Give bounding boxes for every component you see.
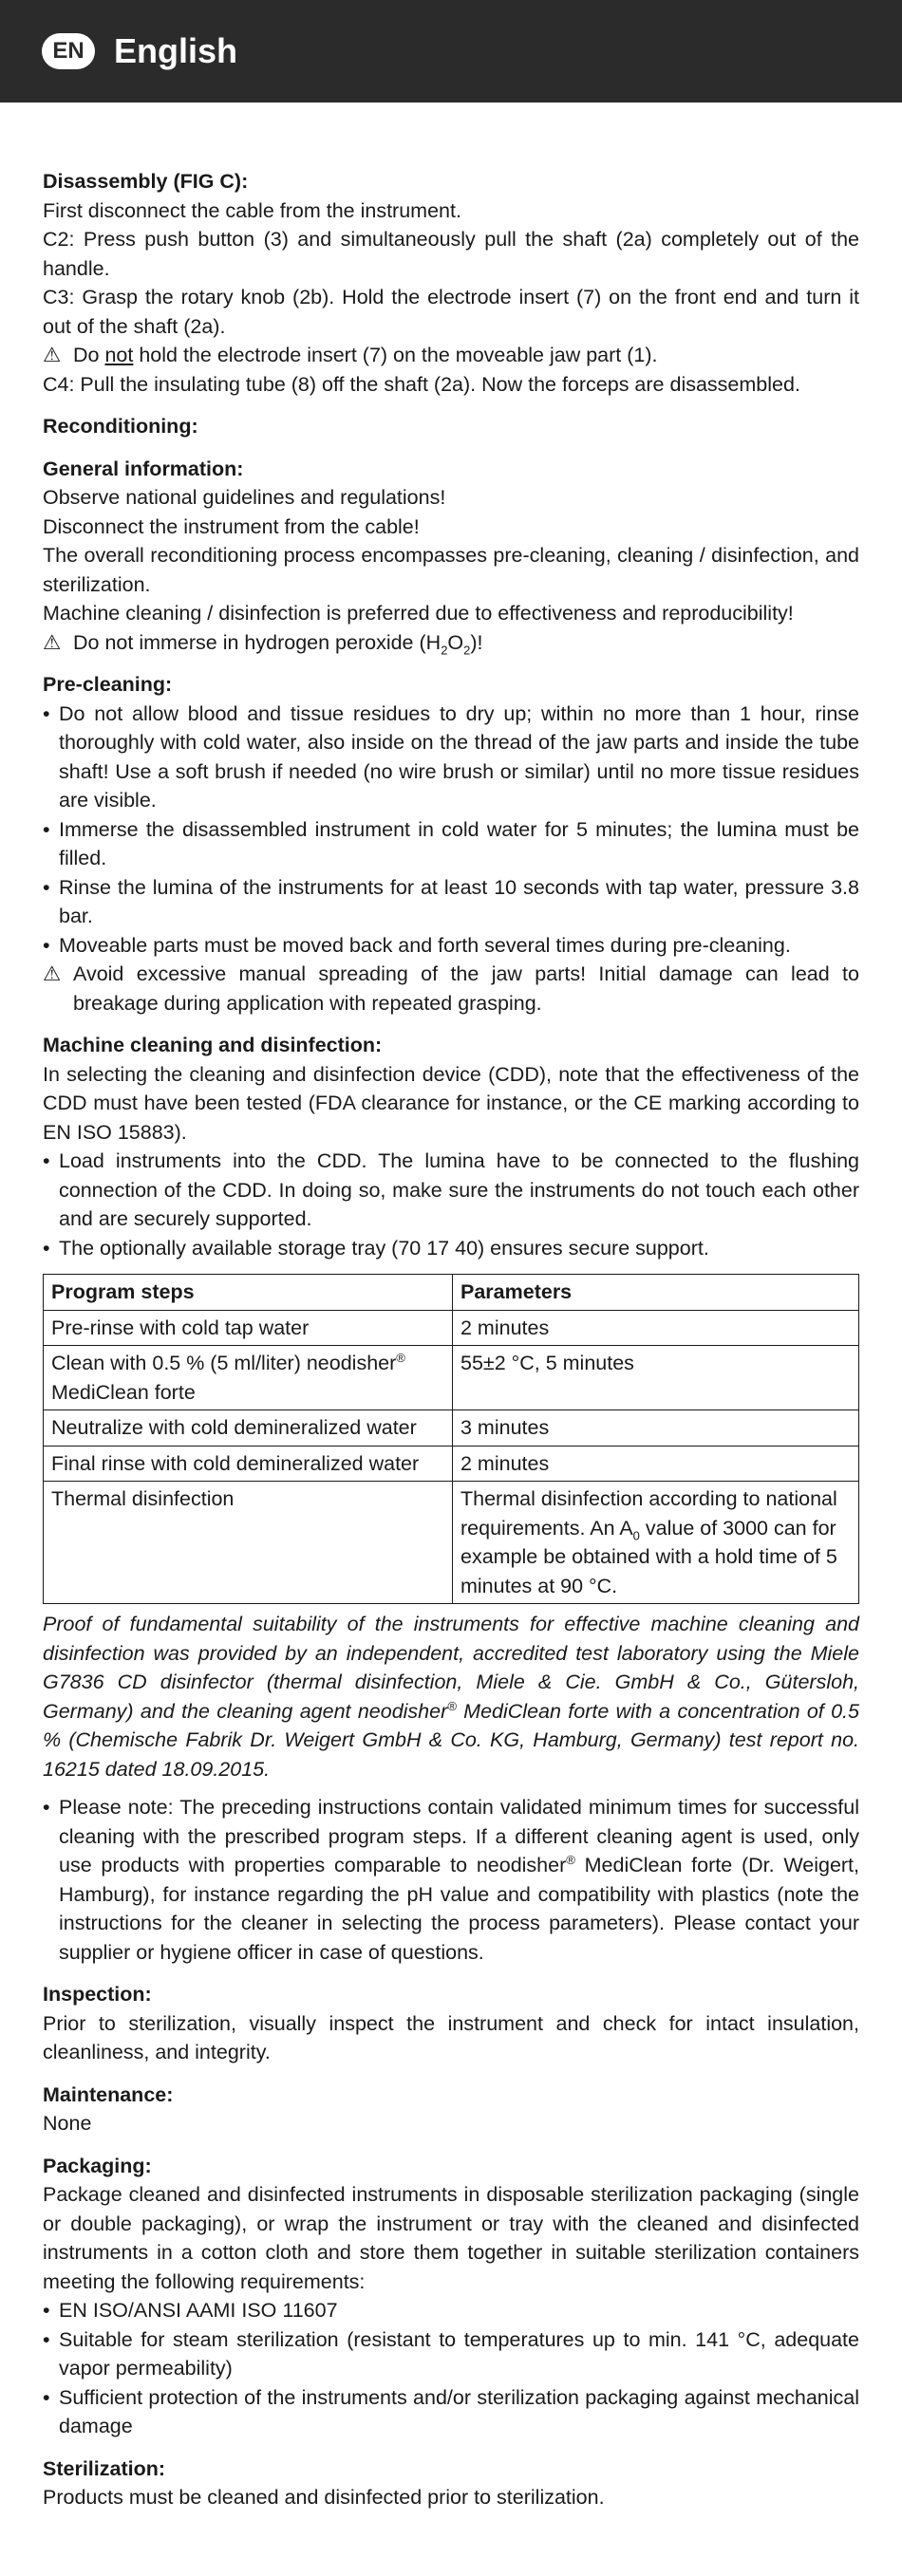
- heading-reconditioning: Reconditioning:: [43, 415, 198, 438]
- list-item: • Sufficient protection of the instruments and/or sterilization packaging against mechanical damage: [43, 2383, 859, 2441]
- program-table: [43, 1274, 859, 1604]
- list-item: • Immerse the disassembled instrument in cold water for 5 minutes; the lumina must be filled.: [43, 815, 859, 873]
- heading-maintenance: Maintenance:: [43, 2082, 174, 2106]
- machine-list: [43, 1147, 859, 1262]
- proof-statement: Proof of fundamental suitability of the instruments for effective machine cleaning and disinfection was provided by an independent, accredited test laboratory using the Miele G7836 CD disinfector (thermal disinfection, Miele & Cie. GmbH & Co., Gütersloh, Germany) and the cleaning agent neodisher® MediClean forte with a concentration of 0.5 % (Chemische Fabrik Dr. Weigert GmbH & Co. KG, Hamburg, Germany) test report no. 16215 dated 18.09.2015.: [43, 1613, 859, 1781]
- warning-note: ⚠ Do not hold the electrode insert (7) on the moveable jaw part (1).: [43, 341, 859, 370]
- heading-precleaning: Pre-cleaning:: [43, 673, 173, 696]
- text-line: First disconnect the cable from the instrument.: [43, 198, 461, 222]
- table-cell: Clean with 0.5 % (5 ml/liter) neodisher® MediClean forte: [44, 1346, 453, 1410]
- text-line: C3: Grasp the rotary knob (2b). Hold the electrode insert (7) on the front end and turn it out of the shaft (2a).: [43, 286, 859, 338]
- table-row: [44, 1446, 859, 1482]
- warning-icon: ⚠: [43, 962, 62, 985]
- table-cell: 3 minutes: [453, 1410, 859, 1447]
- list-item: • Load instruments into the CDD. The lumina have to be connected to the flushing connection of the CDD. In doing so, make sure the instruments do not touch each other and are securely supported.: [43, 1147, 859, 1234]
- table-cell: 2 minutes: [453, 1446, 859, 1482]
- document-body: [0, 103, 902, 2512]
- heading-general: General information:: [43, 457, 244, 480]
- table-row: [44, 1482, 859, 1604]
- language-badge: EN: [42, 33, 95, 69]
- note-list: [43, 1793, 859, 1967]
- section-reconditioning: [43, 412, 859, 441]
- table-cell: Thermal disinfection: [44, 1482, 453, 1604]
- text-paragraph: Products must be cleaned and disinfected prior to sterilization.: [43, 2486, 605, 2509]
- text-line: Machine cleaning / disinfection is preferred due to effectiveness and reproducibility!: [43, 602, 794, 625]
- warning-note: ⚠ Do not immerse in hydrogen peroxide $(H_2O_2)$!: [43, 628, 859, 658]
- table-header-row: [44, 1275, 859, 1311]
- section-disassembly: [43, 167, 859, 399]
- packaging-list: [43, 2296, 859, 2441]
- heading-inspection: Inspection:: [43, 1983, 152, 2006]
- table-row: [44, 1310, 859, 1346]
- warning-icon: ⚠: [43, 630, 62, 654]
- heading-disassembly: Disassembly (FIG C):: [43, 170, 249, 193]
- language-title: English: [114, 31, 238, 70]
- list-item: • Do not allow blood and tissue residues to dry up; within no more than 1 hour, rinse thoroughly with cold water, also inside on the thread of the jaw parts and inside the tube shaft! Use a soft brush if needed (no wire brush or similar) until no more tissue residues are visible.: [43, 700, 859, 815]
- section-sterilization: [43, 2455, 859, 2512]
- page-header: [0, 0, 902, 103]
- heading-sterilization: Sterilization:: [43, 2456, 166, 2480]
- text-paragraph: Package cleaned and disinfected instruments in disposable sterilization packaging (single or double packaging), or wrap the instrument or tray with the cleaned and disinfected instruments in a cotton cloth and store them together in suitable sterilization containers meeting the following requirements:: [43, 2183, 859, 2293]
- text-line: C4: Pull the insulating tube (8) off the shaft (2a). Now the forceps are disassembled.: [43, 372, 800, 396]
- text-line: C2: Press push button (3) and simultaneously pull the shaft (2a) completely out of the handle.: [43, 228, 859, 280]
- section-packaging: [43, 2152, 859, 2441]
- table-cell: Pre-rinse with cold tap water: [44, 1310, 453, 1346]
- text-line: Observe national guidelines and regulations!: [43, 486, 446, 509]
- heading-packaging: Packaging:: [43, 2154, 152, 2177]
- precleaning-list: [43, 700, 859, 961]
- table-row: [44, 1410, 859, 1447]
- list-item: • Rinse the lumina of the instruments for at least 10 seconds with tap water, pressure 3.8 bar.: [43, 873, 859, 931]
- text-line: The overall reconditioning process encompasses pre-cleaning, cleaning / disinfection, and sterilization.: [43, 544, 859, 596]
- table-header-cell: Program steps: [44, 1275, 453, 1311]
- warning-icon: ⚠: [43, 344, 62, 366]
- list-item: • Moveable parts must be moved back and forth several times during pre-cleaning.: [43, 931, 859, 961]
- list-item: • EN ISO/ANSI AAMI ISO 11607: [43, 2296, 859, 2325]
- table-cell: Final rinse with cold demineralized water: [44, 1446, 453, 1482]
- text-paragraph: In selecting the cleaning and disinfection device (CDD), note that the effectiveness of the CDD must have been tested (FDA clearance for instance, or the CE marking according to EN ISO 15883).: [43, 1062, 859, 1144]
- section-inspection: [43, 1980, 859, 2067]
- table-cell: 55±2 °C, 5 minutes: [453, 1346, 859, 1410]
- text-line: Disconnect the instrument from the cable!: [43, 514, 420, 538]
- text-paragraph: None: [43, 2112, 92, 2135]
- section-precleaning: [43, 670, 859, 1017]
- heading-machine-cleaning: Machine cleaning and disinfection:: [43, 1034, 383, 1056]
- list-item: • Please note: The preceding instructions contain validated minimum times for successful cleaning with the prescribed program steps. If a different cleaning agent is used, only use products with properties comparable to neodisher® MediClean forte (Dr. Weigert, Hamburg), for instance regarding the pH value and compatibility with plastics (note the instructions for the cleaner in selecting the process parameters). Please contact your supplier or hygiene officer in case of questions.: [43, 1793, 859, 1967]
- warning-note: ⚠ Avoid excessive manual spreading of the jaw parts! Initial damage can lead to breakage during application with repeated grasping.: [43, 960, 859, 1017]
- section-maintenance: [43, 2081, 859, 2138]
- table-cell: Neutralize with cold demineralized water: [44, 1410, 453, 1447]
- table-cell: Thermal disinfection according to national requirements. An $A_0$ value of 3000 can for example be obtained with a hold time of 5 minutes at 90 °C.: [453, 1482, 859, 1604]
- table-header-cell: Parameters: [453, 1275, 859, 1311]
- section-machine-cleaning: [43, 1031, 859, 1967]
- table-cell: 2 minutes: [453, 1310, 859, 1346]
- section-general: [43, 455, 859, 658]
- text-paragraph: Prior to sterilization, visually inspect the instrument and check for intact insulation, cleanliness, and integrity.: [43, 2011, 859, 2063]
- table-row: [44, 1346, 859, 1410]
- list-item: • The optionally available storage tray (70 17 40) ensures secure support.: [43, 1234, 859, 1263]
- list-item: • Suitable for steam sterilization (resistant to temperatures up to min. 141 °C, adequate vapor permeability): [43, 2325, 859, 2383]
